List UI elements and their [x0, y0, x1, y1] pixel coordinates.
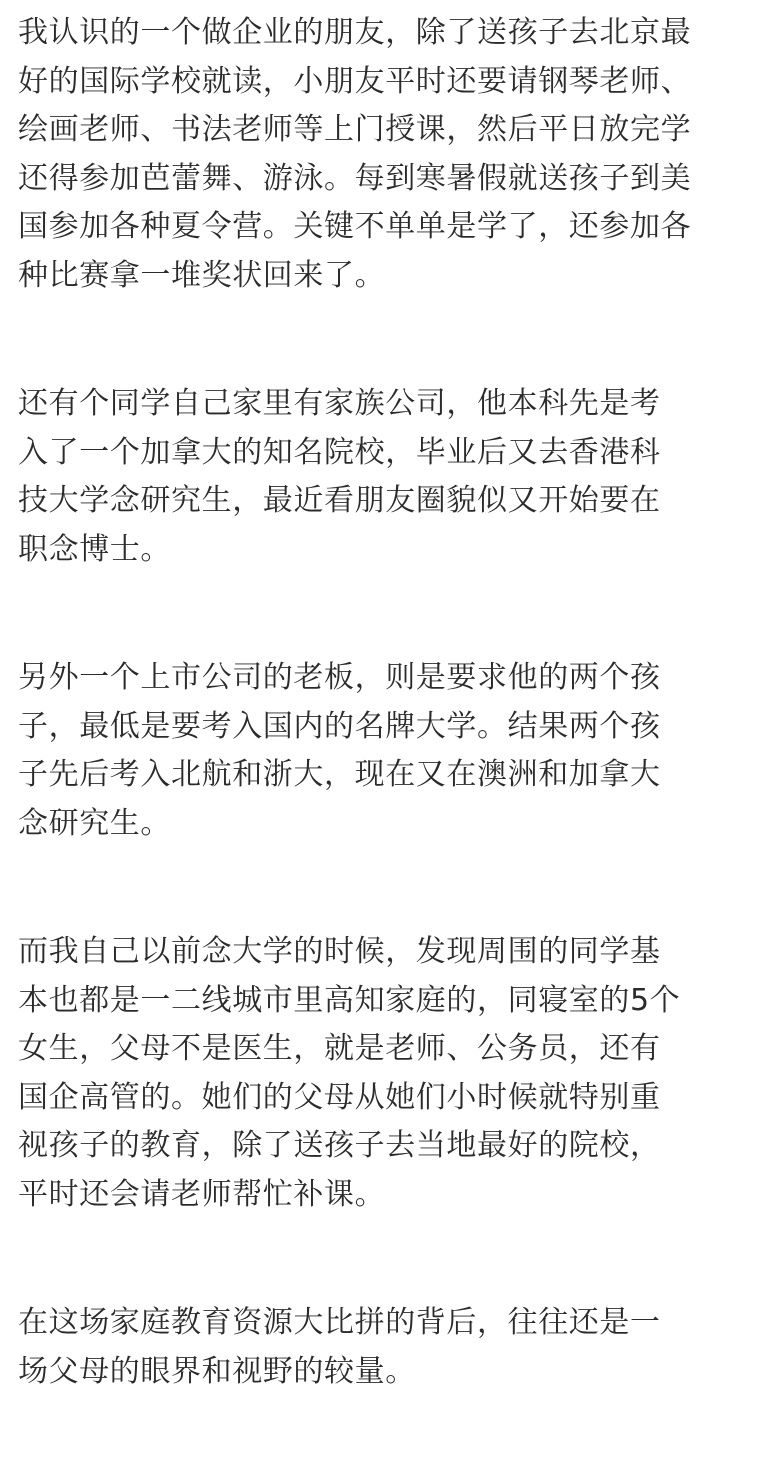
- text-line: 本也都是一二线城市里高知家庭的，同寝室的5个: [18, 982, 681, 1018]
- text-line: 而我自己以前念大学的时候，发现周围的同学基: [18, 934, 661, 969]
- text-line: 种比赛拿一堆奖状回来了。: [18, 257, 386, 293]
- text-line: 另外一个上市公司的老板，则是要求他的两个孩: [18, 660, 661, 695]
- text-line: 国参加各种夏令营。关键不单单是学了，还参加各: [18, 209, 692, 244]
- paragraph-3: [18, 654, 744, 848]
- text-line: 绘画老师、书法老师等上门授课，然后平日放完学: [18, 112, 692, 147]
- text-line: 子，最低是要考入国内的名牌大学。结果两个孩: [18, 708, 661, 744]
- text-line: 念研究生。: [18, 805, 171, 841]
- text-line: 国企高管的。她们的父母从她们小时候就特别重: [18, 1079, 661, 1115]
- article-body: [18, 9, 744, 1476]
- text-line: 技大学念研究生，最近看朋友圈貌似又开始要在: [18, 483, 661, 518]
- paragraph-5: [18, 1299, 744, 1396]
- text-line: 女生，父母不是医生，就是老师、公务员，还有: [18, 1031, 661, 1066]
- paragraph-4: [18, 928, 744, 1219]
- text-line: 入了一个加拿大的知名院校，毕业后又去香港科: [18, 434, 661, 470]
- text-line: 子先后考入北航和浙大，现在又在澳洲和加拿大: [18, 757, 661, 792]
- text-line: 在这场家庭教育资源大比拼的背后，往往还是一: [18, 1305, 661, 1340]
- text-line: 职念博士。: [18, 531, 171, 567]
- text-line: 平时还会请老师帮忙补课。: [18, 1176, 386, 1212]
- text-line: 还得参加芭蕾舞、游泳。每到寒暑假就送孩子到美: [18, 160, 692, 196]
- text-line: 场父母的眼界和视野的较量。: [18, 1353, 416, 1389]
- paragraph-1: [18, 9, 744, 300]
- text-line: 视孩子的教育，除了送孩子去当地最好的院校，: [18, 1128, 661, 1163]
- text-line: 还有个同学自己家里有家族公司，他本科先是考: [18, 386, 661, 421]
- text-line: 好的国际学校就读，小朋友平时还要请钢琴老师、: [18, 63, 692, 99]
- text-line: 我认识的一个做企业的朋友，除了送孩子去北京最: [18, 15, 692, 50]
- paragraph-2: [18, 380, 744, 574]
